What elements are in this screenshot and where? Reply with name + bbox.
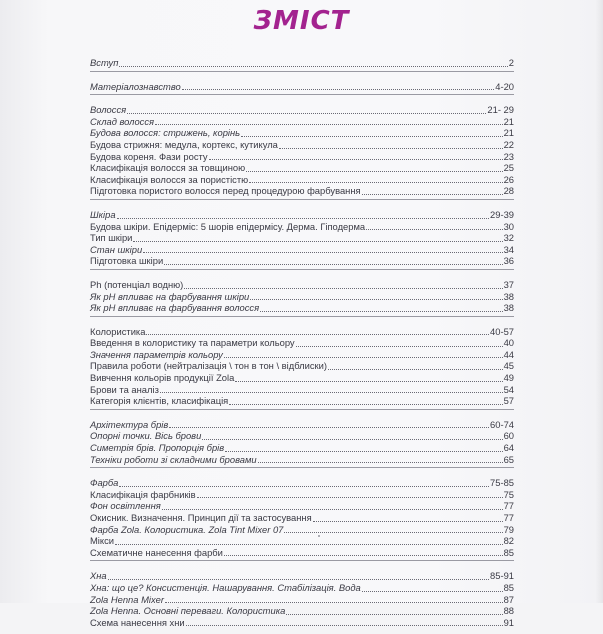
- dot-leader: [366, 229, 502, 230]
- toc-entry[interactable]: [90, 360, 514, 372]
- dot-leader: [362, 194, 503, 195]
- toc-section-coloristics: [90, 326, 514, 410]
- toc-entry[interactable]: [90, 384, 514, 396]
- toc-entry[interactable]: [90, 605, 514, 617]
- dot-leader: [225, 451, 502, 452]
- toc-entry-label: Як pH впливає на фарбування волосся: [90, 302, 260, 314]
- toc-entry-label: Склад волосся: [90, 115, 155, 127]
- toc-entry-label: Класифікація волосся за пористістю: [90, 173, 249, 185]
- toc-entry-label: Мікси: [90, 535, 115, 547]
- toc-entry-label: Підготовка шкіри: [90, 255, 164, 267]
- toc-entry-label: Категорія клієнтів, класифікація: [90, 395, 229, 407]
- toc-section-skin: [90, 209, 514, 270]
- toc-entry-page: 60: [503, 430, 514, 442]
- toc-entry-page: 57: [503, 395, 514, 407]
- toc-entry-label: Введення в колористику та параметри кольору: [90, 337, 295, 349]
- toc-entry-label: Вивчення кольорів продукції Zola: [90, 372, 235, 384]
- toc-entry-page: 37: [503, 278, 514, 290]
- toc-entry[interactable]: [90, 547, 514, 559]
- toc-entry[interactable]: [90, 104, 514, 116]
- toc-entry[interactable]: [90, 430, 514, 442]
- toc-entry-page: 44: [503, 348, 514, 360]
- toc-entry-label: Тип шкіри: [90, 232, 133, 244]
- toc-entry[interactable]: [90, 127, 514, 139]
- page-title: ЗМІСТ: [253, 6, 350, 36]
- toc-entry-page: 23: [503, 150, 514, 162]
- toc-entry[interactable]: [90, 524, 514, 536]
- toc-entry-page: 38: [503, 302, 514, 314]
- toc-entry-label: Будова волосся: стрижень, корінь: [90, 127, 241, 139]
- toc-entry-label: Підготовка пористого волосся перед процедурою фарбування: [90, 185, 361, 197]
- toc-entry[interactable]: [90, 81, 514, 93]
- toc-entry-label: Брови та аналіз: [90, 383, 159, 395]
- toc-entry-page: 77: [503, 500, 514, 512]
- toc-entry-label: Колористика: [90, 325, 146, 337]
- toc-entry-label: Як pH впливає на фарбування шкіри: [90, 290, 250, 302]
- toc-entry-page: 30: [503, 220, 514, 232]
- toc-entry-page: 32: [503, 232, 514, 244]
- toc-entry-page: 85-91: [490, 570, 514, 582]
- toc-entry-page: 29-39: [490, 208, 514, 220]
- toc-entry-label: Архітектура брів: [90, 418, 169, 430]
- toc-entry[interactable]: [90, 151, 514, 163]
- toc-entry-page: 82: [503, 535, 514, 547]
- dot-leader: [235, 381, 502, 382]
- toc-entry[interactable]: [90, 255, 514, 267]
- dot-leader: [115, 544, 503, 545]
- toc-entry-label: Волосся: [90, 104, 127, 116]
- dot-leader: [160, 392, 503, 393]
- toc-entry-label: Будова кореня. Фази росту: [90, 150, 208, 162]
- toc-entry-page: 54: [503, 383, 514, 395]
- toc-entry-page: 26: [503, 173, 514, 185]
- toc-entry-label: Класифікація волосся за товщиною: [90, 162, 246, 174]
- toc-entry-label: Фарба: [90, 477, 119, 489]
- dot-leader: [224, 357, 503, 358]
- toc-entry-page: 40-57: [490, 325, 514, 337]
- toc-entry-page: 91: [503, 616, 514, 628]
- dot-leader: [229, 404, 502, 405]
- dot-leader: [162, 509, 503, 510]
- toc-entry[interactable]: [90, 139, 514, 151]
- toc-entry-page: 60-74: [490, 418, 514, 430]
- dot-leader: [279, 148, 503, 149]
- toc-section-hair: [90, 104, 514, 200]
- dot-leader: [165, 602, 503, 603]
- toc-entry-label: Фарба Zola. Колористика. Zola Tint Mixer 07: [90, 523, 284, 535]
- dot-leader: [119, 486, 489, 487]
- toc-entry-label: Стан шкіри: [90, 243, 143, 255]
- toc-entry-page: 75: [503, 488, 514, 500]
- toc-entry-page: 4-20: [495, 80, 514, 92]
- toc-entry[interactable]: [90, 512, 514, 524]
- toc-entry-page: 85: [503, 546, 514, 558]
- toc-entry[interactable]: [90, 500, 514, 512]
- dot-leader: [186, 625, 503, 626]
- toc-entry-page: 87: [503, 593, 514, 605]
- toc-section-henna: [90, 570, 514, 630]
- toc-entry-label: Схема нанесення хни: [90, 616, 185, 628]
- toc-entry[interactable]: [90, 326, 514, 338]
- toc-entry-page: 2: [508, 57, 514, 68]
- table-of-contents: [90, 55, 514, 634]
- toc-entry-page: 34: [503, 243, 514, 255]
- toc-entry-page: 45: [503, 360, 514, 372]
- toc-entry[interactable]: [90, 57, 514, 69]
- toc-entry-label: Ph (потенціал водню): [90, 278, 184, 290]
- toc-entry[interactable]: [90, 535, 514, 547]
- print-speck: [318, 535, 320, 537]
- toc-entry-label: Симетрія брів. Пропорція брів: [90, 442, 225, 454]
- toc-entry[interactable]: [90, 395, 514, 407]
- page-edge-shadow: [595, 0, 603, 603]
- toc-entry[interactable]: [90, 162, 514, 174]
- toc-entry[interactable]: [90, 419, 514, 431]
- dot-leader: [313, 521, 503, 522]
- dot-leader: [328, 369, 503, 370]
- dot-leader: [241, 136, 502, 137]
- toc-entry-page: 88: [503, 605, 514, 617]
- toc-entry-label: Вступ: [90, 57, 119, 68]
- toc-entry-label: Правила роботи (нейтралізація \ тон в тон \ відблиски): [90, 360, 327, 372]
- toc-entry[interactable]: [90, 244, 514, 256]
- toc-entry-page: 36: [503, 255, 514, 267]
- dot-leader: [119, 66, 507, 67]
- toc-entry[interactable]: [90, 442, 514, 454]
- dot-leader: [202, 439, 502, 440]
- toc-entry[interactable]: [90, 221, 514, 233]
- toc-entry-page: 40: [503, 337, 514, 349]
- toc-entry[interactable]: [90, 185, 514, 197]
- toc-entry[interactable]: [90, 337, 514, 349]
- toc-entry[interactable]: [90, 232, 514, 244]
- toc-entry-page: 49: [503, 372, 514, 384]
- toc-entry-label: Хна: що це? Консистенція. Нашарування. Стабілізація. Вода: [90, 581, 361, 593]
- toc-entry-label: Фон освітлення: [90, 500, 161, 512]
- toc-entry[interactable]: [90, 349, 514, 361]
- toc-entry-page: 22: [503, 138, 514, 150]
- dot-leader: [250, 299, 502, 300]
- toc-entry-label: Zola Henna Mixer: [90, 593, 164, 605]
- toc-entry-page: 79: [503, 523, 514, 535]
- dot-leader: [296, 346, 503, 347]
- toc-entry[interactable]: [90, 209, 514, 221]
- toc-entry-label: Будова шкіри. Епідерміс: 5 шорів епідермісу. Дерма. Гіподерма: [90, 220, 366, 232]
- dot-leader: [286, 614, 502, 615]
- toc-entry-label: Шкіра: [90, 208, 116, 220]
- toc-entry-page: 85: [503, 581, 514, 593]
- toc-entry-page: 28: [503, 185, 514, 197]
- toc-entry[interactable]: [90, 477, 514, 489]
- toc-section-materials: [90, 81, 514, 96]
- toc-entry-label: Схематичне нанесення фарби: [90, 546, 223, 558]
- dot-leader: [133, 241, 502, 242]
- dot-leader: [249, 182, 502, 183]
- toc-entry-label: Zola Henna. Основні переваги. Колористика: [90, 605, 286, 617]
- dot-leader: [127, 113, 486, 114]
- toc-entry[interactable]: [90, 594, 514, 606]
- toc-entry-label: Класифікація фарбників: [90, 488, 196, 500]
- dot-leader: [258, 462, 503, 463]
- toc-entry-label: Окисник. Визначення. Принцип дії та застосування: [90, 512, 312, 523]
- toc-entry-label: Матеріалознавство: [90, 80, 181, 92]
- toc-entry-page: 21: [503, 115, 514, 127]
- toc-entry-label: Опорні точки. Вісь брови: [90, 430, 202, 442]
- dot-leader: [108, 579, 489, 580]
- toc-entry-label: Будова стрижня: медула, кортекс, кутикула: [90, 138, 278, 150]
- toc-entry-page: 65: [503, 453, 514, 465]
- toc-entry[interactable]: [90, 174, 514, 186]
- toc-entry[interactable]: [90, 279, 514, 291]
- toc-section-dye: [90, 477, 514, 561]
- toc-entry-page: 21: [503, 127, 514, 139]
- dot-leader: [117, 218, 489, 219]
- toc-entry-page: 75-85: [490, 477, 514, 489]
- toc-entry-page: 38: [503, 290, 514, 302]
- toc-section-brow-architecture: [90, 419, 514, 468]
- toc-entry[interactable]: [90, 570, 514, 582]
- toc-entry[interactable]: [90, 454, 514, 466]
- toc-entry[interactable]: [90, 291, 514, 303]
- dot-leader: [143, 252, 502, 253]
- dot-leader: [184, 288, 502, 289]
- toc-entry[interactable]: [90, 617, 514, 629]
- toc-entry-page: 25: [503, 162, 514, 174]
- toc-entry[interactable]: [90, 116, 514, 128]
- toc-section-ph: [90, 279, 514, 317]
- dot-leader: [164, 264, 502, 265]
- dot-leader: [169, 427, 489, 428]
- dot-leader: [155, 124, 502, 125]
- dot-leader: [197, 497, 503, 498]
- dot-leader: [224, 555, 503, 556]
- toc-entry-label: Хна: [90, 570, 107, 582]
- toc-entry-page: 21- 29: [487, 104, 514, 116]
- toc-entry-label: Техніки роботи зі складними бровами: [90, 453, 257, 465]
- toc-entry-page: 64: [503, 442, 514, 454]
- dot-leader: [362, 591, 503, 592]
- toc-section-intro: [90, 57, 514, 72]
- toc-entry[interactable]: [90, 489, 514, 501]
- dot-leader: [182, 89, 494, 90]
- toc-entry-label: Значення параметрів кольору: [90, 348, 223, 360]
- dot-leader: [146, 334, 489, 335]
- dot-leader: [246, 171, 502, 172]
- toc-entry[interactable]: [90, 372, 514, 384]
- toc-entry[interactable]: [90, 582, 514, 594]
- dot-leader: [284, 532, 502, 533]
- toc-entry-page: 77: [503, 512, 514, 523]
- dot-leader: [209, 159, 503, 160]
- toc-entry[interactable]: [90, 302, 514, 314]
- dot-leader: [260, 311, 502, 312]
